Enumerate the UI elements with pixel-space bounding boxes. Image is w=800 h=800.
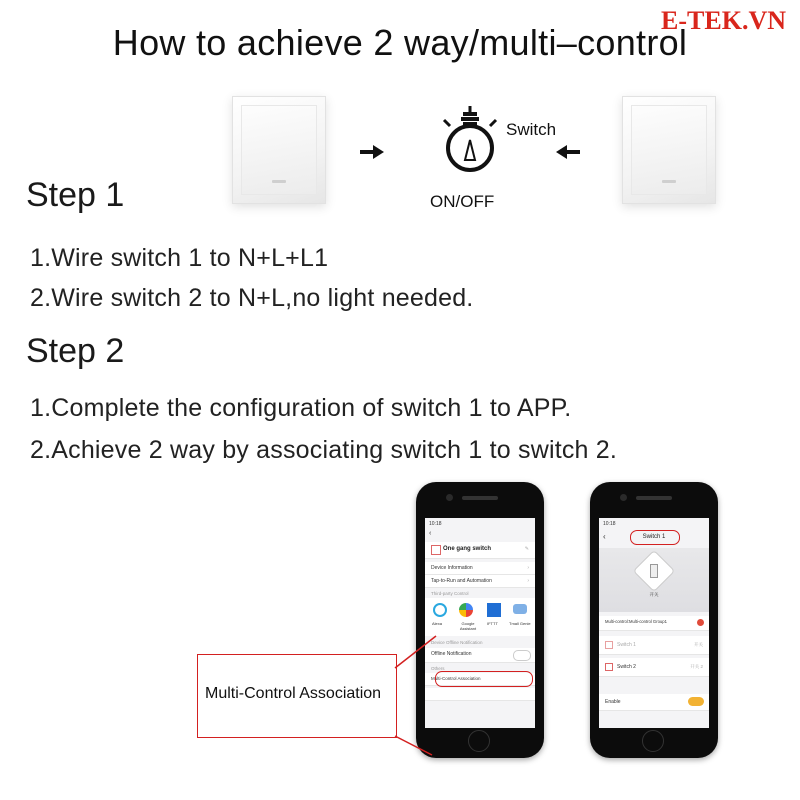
status-time: 10:18 [603, 521, 616, 527]
switch-item-name: Switch 1 [617, 642, 636, 648]
step-1-line-2: 2.Wire switch 2 to N+L,no light needed. [30, 284, 474, 312]
offline-notification-label: Offline Notification [431, 651, 472, 657]
page-title: How to achieve 2 way/multi–control [112, 22, 688, 63]
switch-item-tag: 开关 2 [690, 664, 703, 669]
integration-label: Alexa [432, 621, 443, 626]
section-label: Third-party Control [431, 591, 469, 596]
integration-label: Tmall Genie [509, 621, 531, 626]
screen-header: Switch 1 [642, 534, 666, 540]
menu-item-label: Tap-to-Run and Automation [431, 578, 492, 584]
brand-logo: E-TEK.VN [661, 6, 786, 35]
step-1-line-1: 1.Wire switch 1 to N+L+L1 [30, 244, 329, 272]
device-name: One gang switch [443, 546, 492, 552]
step-2-heading: Step 2 [26, 332, 125, 370]
back-icon[interactable]: ‹ [603, 532, 606, 541]
step-1-heading: Step 1 [26, 176, 125, 214]
switch-item-tag: 开关 [694, 642, 703, 647]
chevron-right-icon: › [527, 578, 529, 584]
on-off-label: ON/OFF [430, 192, 495, 211]
switch-item-name: Switch 2 [617, 664, 636, 670]
step-2-line-1: 1.Complete the configuration of switch 1 to APP. [30, 394, 572, 422]
multi-control-label: Multi-Control Association [431, 676, 481, 681]
step-2-line-2: 2.Achieve 2 way by associating switch 1 to switch 2. [30, 436, 618, 464]
integration-label: Google Assistant [459, 621, 477, 631]
switch-label: Switch [506, 120, 557, 139]
group-label: Multi-control:Multi-control Group1 [605, 619, 667, 624]
menu-item-label: Device Information [431, 565, 473, 571]
enable-label: Enable [605, 699, 621, 705]
section-label: Others [431, 666, 445, 671]
edit-icon[interactable]: ✎ [524, 546, 529, 552]
callout-label: Multi-Control Association [205, 685, 382, 702]
section-label: Device Offline Notification [431, 640, 483, 645]
device-caption: 开关 [649, 592, 659, 597]
chevron-right-icon: › [527, 565, 529, 571]
back-icon[interactable]: ‹ [429, 530, 432, 537]
integration-label: IFTTT [487, 621, 498, 626]
status-time: 10:18 [429, 521, 442, 527]
